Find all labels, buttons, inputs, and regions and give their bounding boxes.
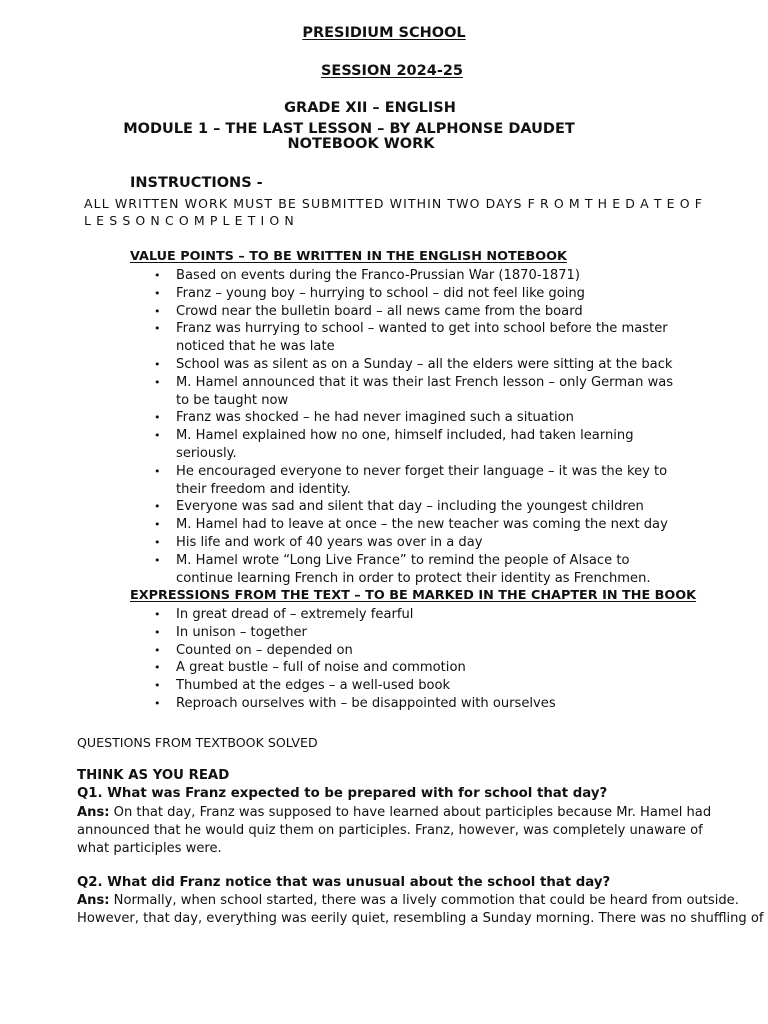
answer-2-line-1 xyxy=(77,893,739,908)
answer-2-line-2: However, that day, everything was eerily quiet, resembling a Sunday morning. There was no shuffling of xyxy=(77,911,764,926)
list-item-text: Thumbed at the edges – a well-used book xyxy=(176,678,451,694)
value-points-list xyxy=(154,267,676,587)
bullet-icon: • xyxy=(154,375,161,389)
bullet-icon: • xyxy=(154,411,161,425)
value-points-title: VALUE POINTS – TO BE WRITTEN IN THE ENGLISH NOTEBOOK xyxy=(130,249,567,264)
instructions-line-1-b: F R O M T H E D A T E O F xyxy=(527,196,703,211)
question-1: Q1. What was Franz expected to be prepared with for school that day? xyxy=(77,786,608,801)
instructions-title: INSTRUCTIONS - xyxy=(130,175,263,191)
list-item xyxy=(154,498,676,516)
bullet-icon: • xyxy=(154,553,161,567)
list-item-text: Franz was hurrying to school – wanted to get into school before the master noticed that he was late xyxy=(176,321,668,355)
list-item-text: Based on events during the Franco-Prussian War (1870-1871) xyxy=(176,268,581,283)
list-item xyxy=(154,534,676,552)
list-item xyxy=(154,516,676,534)
bullet-icon: • xyxy=(154,679,161,693)
list-item xyxy=(154,552,676,588)
answer-1-label: Ans: xyxy=(77,805,110,820)
answer-1 xyxy=(77,804,717,857)
list-item-text: Crowd near the bulletin board – all news came from the board xyxy=(176,303,583,319)
list-item xyxy=(154,624,676,642)
bullet-icon: • xyxy=(154,661,161,675)
grade-title xyxy=(0,100,754,116)
list-item-text: Reproach ourselves with – be disappointed with ourselves xyxy=(176,695,556,711)
answer-2-label: Ans: xyxy=(77,893,110,908)
list-item-text: Franz – young boy – hurrying to school – did not feel like going xyxy=(176,285,585,301)
bullet-icon: • xyxy=(154,518,161,532)
questions-intro: QUESTIONS FROM TEXTBOOK SOLVED xyxy=(77,735,318,750)
school-name-text: PRESIDIUM SCHOOL xyxy=(302,25,466,41)
list-item xyxy=(154,320,676,356)
list-item xyxy=(154,677,676,695)
list-item-text: His life and work of 40 years was over in a day xyxy=(176,534,483,550)
list-item-text: In unison – together xyxy=(176,624,307,640)
notebook-text: NOTEBOOK WORK xyxy=(287,136,435,152)
bullet-icon: • xyxy=(154,500,161,514)
list-item xyxy=(154,267,676,285)
list-item xyxy=(154,303,676,321)
instructions-line-2: L E S S O N C O M P L E T I O N xyxy=(84,213,295,228)
bullet-icon: • xyxy=(154,643,161,657)
bullet-icon: • xyxy=(154,625,161,639)
instructions-line-1 xyxy=(84,196,703,211)
bullet-icon: • xyxy=(154,322,161,336)
list-item xyxy=(154,374,676,410)
bullet-icon: • xyxy=(154,304,161,318)
list-item-text: Franz was shocked – he had never imagined such a situation xyxy=(176,410,574,426)
bullet-icon: • xyxy=(154,357,161,371)
session-text: SESSION 2024-25 xyxy=(320,63,464,79)
list-item-text: Everyone was sad and silent that day – including the youngest children xyxy=(176,499,644,515)
module-text: MODULE 1 – THE LAST LESSON – BY ALPHONSE DAUDET xyxy=(123,121,575,137)
list-item-text: M. Hamel explained how no one, himself included, had taken learning seriously. xyxy=(176,428,634,461)
bullet-icon: • xyxy=(154,464,161,478)
bullet-icon: • xyxy=(154,269,161,282)
list-item-text: In great dread of – extremely fearful xyxy=(176,607,414,622)
answer-1-text: On that day, Franz was supposed to have learned about participles because Mr. Hamel had announced that he would quiz them on participles. Franz, however, was completely unaware of what participles were. xyxy=(77,805,712,856)
list-item xyxy=(154,356,676,374)
session-title xyxy=(8,63,768,79)
list-item xyxy=(154,427,676,463)
list-item-text: M. Hamel announced that it was their last French lesson – only German was to be taught now xyxy=(176,374,674,408)
list-item xyxy=(154,409,676,427)
list-item xyxy=(154,285,676,303)
think-as-you-read-heading: THINK AS YOU READ xyxy=(77,768,230,783)
list-item-text: M. Hamel wrote “Long Live France” to remind the people of Alsace to continue learning French in order to protect their identity as Frenchmen. xyxy=(176,552,651,586)
list-item-text: Counted on – depended on xyxy=(176,642,353,658)
bullet-icon: • xyxy=(154,429,161,443)
answer-2-text-1: Normally, when school started, there was a lively commotion that could be heard from outside. xyxy=(109,893,739,908)
expressions-title: EXPRESSIONS FROM THE TEXT – TO BE MARKED IN THE CHAPTER IN THE BOOK xyxy=(130,588,697,603)
school-name xyxy=(0,25,768,41)
instructions-line-1-a: ALL WRITTEN WORK MUST BE SUBMITTED WITHIN TWO DAYS xyxy=(84,196,528,211)
list-item xyxy=(154,606,676,624)
list-item-text: A great bustle – full of noise and commotion xyxy=(176,660,466,676)
list-item xyxy=(154,695,676,713)
grade-text: GRADE XII – ENGLISH xyxy=(284,100,456,116)
bullet-icon: • xyxy=(154,696,161,710)
list-item-text: He encouraged everyone to never forget their language – it was the key to their freedom and identity. xyxy=(176,463,668,497)
question-2: Q2. What did Franz notice that was unusual about the school that day? xyxy=(77,875,611,890)
bullet-icon: • xyxy=(154,286,161,300)
list-item xyxy=(154,463,676,499)
list-item-text: School was as silent as on a Sunday – all the elders were sitting at the back xyxy=(176,356,673,372)
list-item xyxy=(154,642,676,660)
notebook-title xyxy=(0,136,745,152)
list-item xyxy=(154,659,676,677)
bullet-icon: • xyxy=(154,535,161,549)
module-title xyxy=(0,121,733,137)
expressions-list xyxy=(154,606,676,713)
list-item-text: M. Hamel had to leave at once – the new teacher was coming the next day xyxy=(176,517,668,533)
bullet-icon: • xyxy=(154,608,161,621)
